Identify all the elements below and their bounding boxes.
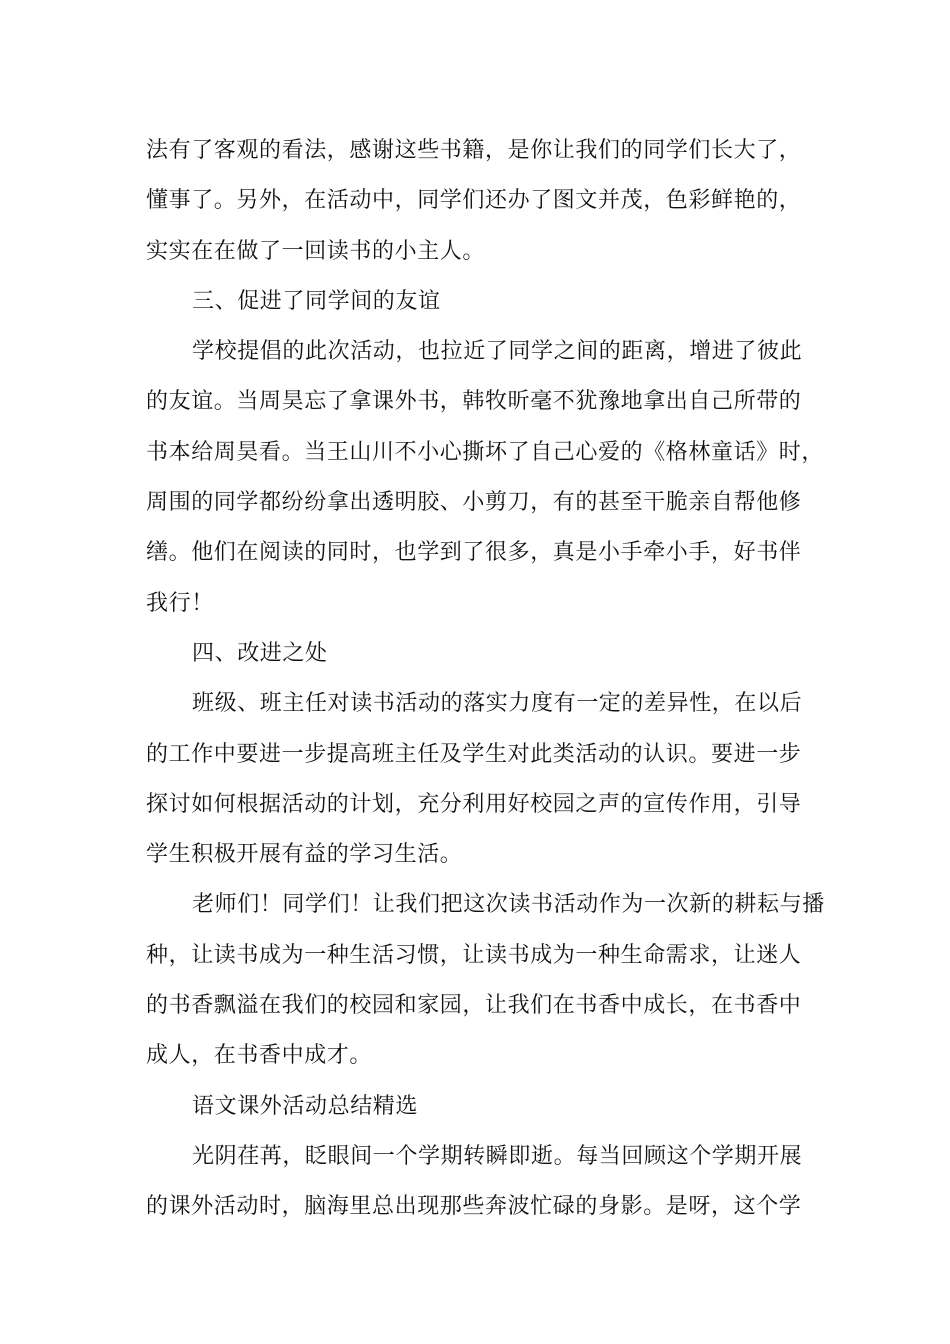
text-line: 我行！ [146,590,214,616]
text-line: 成人，在书香中成才。 [146,1043,373,1069]
text-line: 法有了客观的看法，感谢这些书籍，是你让我们的同学们长大了， [146,138,802,163]
text-line: 种，让读书成为一种生活习惯，让读书成为一种生命需求，让迷人 [146,942,802,968]
text-line: 学生积极开展有益的学习生活。 [146,842,463,868]
section-heading: 四、改进之处 [192,640,328,666]
text-line: 探讨如何根据活动的计划，充分利用好校园之声的宣传作用，引导 [146,791,802,817]
text-line: 的书香飘溢在我们的校园和家园，让我们在书香中成长，在书香中 [146,993,802,1019]
text-line: 老师们！同学们！让我们把这次读书活动作为一次新的耕耘与播 [192,892,825,918]
text-line: 懂事了。另外，在活动中，同学们还办了图文并茂，色彩鲜艳的， [146,188,802,214]
text-line: 的工作中要进一步提高班主任及学生对此类活动的认识。要进一步 [146,741,802,767]
text-line: 学校提倡的此次活动，也拉近了同学之间的距离，增进了彼此 [192,339,803,365]
document-body [146,126,826,1233]
text-line: 班级、班主任对读书活动的落实力度有一定的差异性，在以后 [192,691,803,717]
section-heading: 三、促进了同学间的友谊 [192,288,441,314]
text-line: 的友谊。当周昊忘了拿课外书，韩牧昕毫不犹豫地拿出自己所带的 [146,389,802,415]
text-line: 的课外活动时，脑海里总出现那些奔波忙碌的身影。是呀，这个学 [146,1194,802,1220]
section-heading: 语文课外活动总结精选 [192,1093,419,1119]
text-line: 光阴荏苒，眨眼间一个学期转瞬即逝。每当回顾这个学期开展 [192,1143,803,1169]
text-line: 周围的同学都纷纷拿出透明胶、小剪刀，有的甚至干脆亲自帮他修 [146,490,802,516]
text-line: 实实在在做了一回读书的小主人。 [146,238,486,264]
text-line: 书本给周昊看。当王山川不小心撕坏了自己心爱的《格林童话》时， [146,439,825,465]
text-line: 缮。他们在阅读的同时，也学到了很多，真是小手牵小手，好书伴 [146,540,802,566]
